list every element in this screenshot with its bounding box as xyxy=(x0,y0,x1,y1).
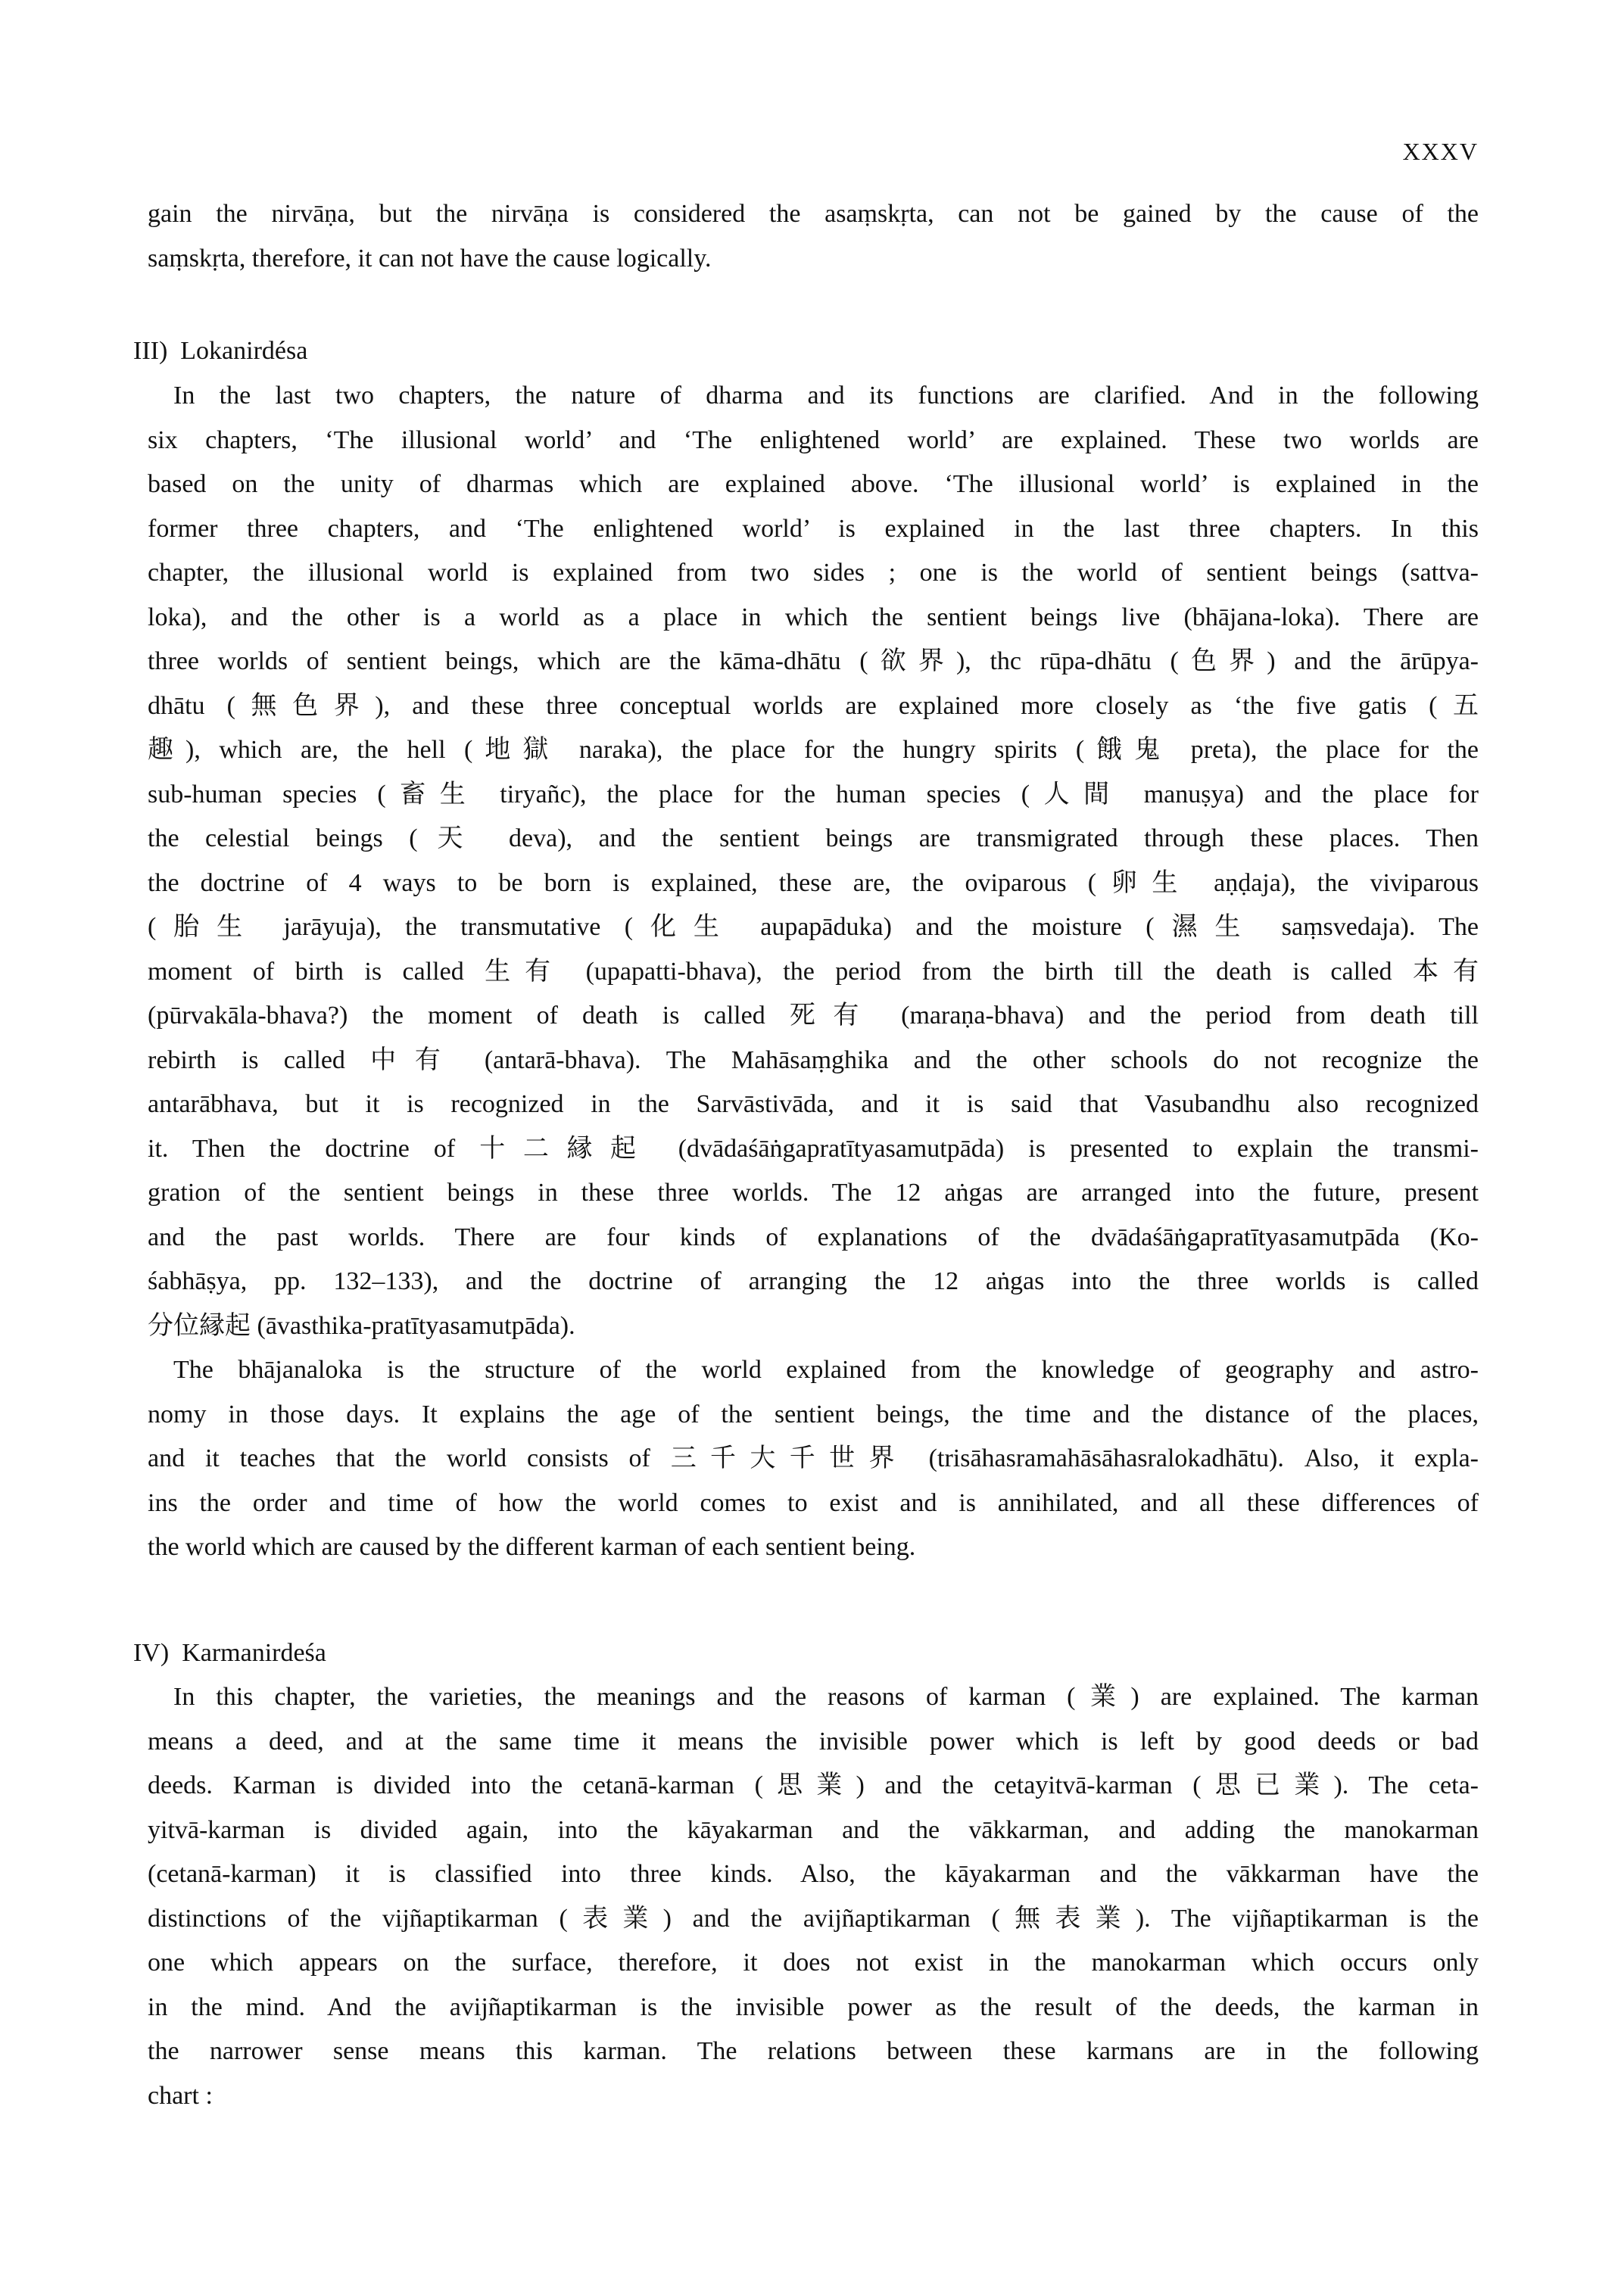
text-line: yitvā-karman is divided again, into the kāyakarman and the vākkarman, and adding the manokarman xyxy=(148,1815,1479,1844)
text-line: and the past worlds. There are four kinds of explanations of the dvādaśāṅgapratītyasamutpāda (Ko- xyxy=(148,1223,1479,1251)
text-line: śabhāṣya, pp. 132–133), and the doctrine of arranging the 12 aṅgas into the three worlds is called xyxy=(148,1267,1479,1295)
lokanirdesa-paragraph-1 xyxy=(148,374,1479,1348)
text-line: the world which are caused by the different karman of each sentient being. xyxy=(148,1533,916,1561)
text-line: gration of the sentient beings in these three worlds. The 12 aṅgas are arranged into the future, present xyxy=(148,1179,1479,1207)
text-line: distinctions of the vijñaptikarman (表業) and the avijñaptikarman (無表業). The vijñaptikarman is the xyxy=(148,1904,1479,1933)
text-line: six chapters, ‘The illusional world’ and ‘The enlightened world’ are explained. These two worlds are xyxy=(148,425,1479,454)
section-heading-lokanirdesa: III) Lokanirdésa xyxy=(133,337,308,365)
text-line: In this chapter, the varieties, the meanings and the reasons of karman (業) are explained. The karman xyxy=(173,1683,1479,1711)
text-line: chapter, the illusional world is explained from two sides ; one is the world of sentient beings (sattva- xyxy=(148,559,1479,587)
text-line: rebirth is called 中有 (antarā-bhava). The Mahāsaṃghika and the other schools do not recognize the xyxy=(148,1045,1479,1074)
section-heading-karmanirdesa: IV) Karmanirdeśa xyxy=(133,1639,326,1667)
text-line: 分位縁起 (āvasthika-pratītyasamutpāda). xyxy=(148,1311,575,1340)
text-line: deeds. Karman is divided into the cetanā-karman (思業) and the cetayitvā-karman (思已業). The ceta- xyxy=(148,1771,1479,1799)
text-line: in the mind. And the avijñaptikarman is the invisible power as the result of the deeds, the karman in xyxy=(148,1992,1479,2021)
text-line: former three chapters, and ‘The enlightened world’ is explained in the last three chapters. In this xyxy=(148,514,1479,543)
text-line: saṃskṛta, therefore, it can not have the cause logically. xyxy=(148,244,712,273)
text-line: loka), and the other is a world as a place in which the sentient beings live (bhājana-loka). There are xyxy=(148,603,1479,631)
text-line: one which appears on the surface, therefore, it does not exist in the manokarman which occurs only xyxy=(148,1949,1479,1977)
text-line: (胎生 jarāyuja), the transmutative (化生 aupapāduka) and the moisture (濕生 saṃsvedaja). The xyxy=(148,913,1479,941)
text-line: 趣), which are, the hell (地獄 naraka), the place for the hungry spirits (餓鬼 preta), the place for the xyxy=(148,736,1479,764)
text-line: In the last two chapters, the nature of dharma and its functions are clarified. And in the following xyxy=(173,382,1479,410)
text-line: (pūrvakāla-bhava?) the moment of death is called 死有 (maraṇa-bhava) and the period from death till xyxy=(148,1002,1479,1030)
text-line: sub-human species (畜生 tiryañc), the place for the human species (人間 manuṣya) and the place for xyxy=(148,780,1479,808)
text-line: the narrower sense means this karman. The relations between these karmans are in the following xyxy=(148,2037,1479,2065)
text-line: it. Then the doctrine of 十二縁起 (dvādaśāṅgapratītyasamutpāda) is presented to explain the transmi- xyxy=(148,1134,1479,1163)
text-line: The bhājanaloka is the structure of the world explained from the knowledge of geography and astro- xyxy=(173,1356,1479,1384)
text-line: means a deed, and at the same time it means the invisible power which is left by good deeds or bad xyxy=(148,1727,1479,1756)
text-line: gain the nirvāṇa, but the nirvāṇa is considered the asaṃskṛta, can not be gained by the cause of the xyxy=(148,200,1479,228)
text-line: the doctrine of 4 ways to be born is explained, these are, the oviparous (卵生 aṇḍaja), the viviparous xyxy=(148,868,1479,897)
text-line: based on the unity of dharmas which are explained above. ‘The illusional world’ is explained in the xyxy=(148,470,1479,498)
intro-paragraph xyxy=(148,192,1479,281)
text-line: nomy in those days. It explains the age of the sentient beings, the time and the distance of the places, xyxy=(148,1400,1479,1428)
text-line: chart : xyxy=(148,2081,213,2110)
text-line: the celestial beings (天 deva), and the sentient beings are transmigrated through these places. Then xyxy=(148,824,1479,852)
text-line: ins the order and time of how the world comes to exist and is annihilated, and all these differences of xyxy=(148,1488,1479,1517)
lokanirdesa-paragraph-2 xyxy=(148,1348,1479,1570)
page-number: XXXV xyxy=(1402,138,1479,165)
text-line: three worlds of sentient beings, which are the kāma-dhātu (欲界), thc rūpa-dhātu (色界) and the ārūpya- xyxy=(148,647,1479,675)
text-line: dhātu (無色界), and these three conceptual worlds are explained more closely as ‘the five gatis (五 xyxy=(148,691,1479,720)
text-line: (cetanā-karman) it is classified into three kinds. Also, the kāyakarman and the vākkarman have the xyxy=(148,1860,1479,1888)
karmanirdesa-paragraph-1 xyxy=(148,1675,1479,2118)
text-line: moment of birth is called 生有 (upapatti-bhava), the period from the birth till the death is called 本有 xyxy=(148,957,1479,986)
text-line: antarābhava, but it is recognized in the Sarvāstivāda, and it is said that Vasubandhu also recognized xyxy=(148,1090,1479,1118)
text-line: and it teaches that the world consists of 三千大千世界 (trisāhasramahāsāhasralokadhātu). Also, it expla- xyxy=(148,1444,1479,1472)
